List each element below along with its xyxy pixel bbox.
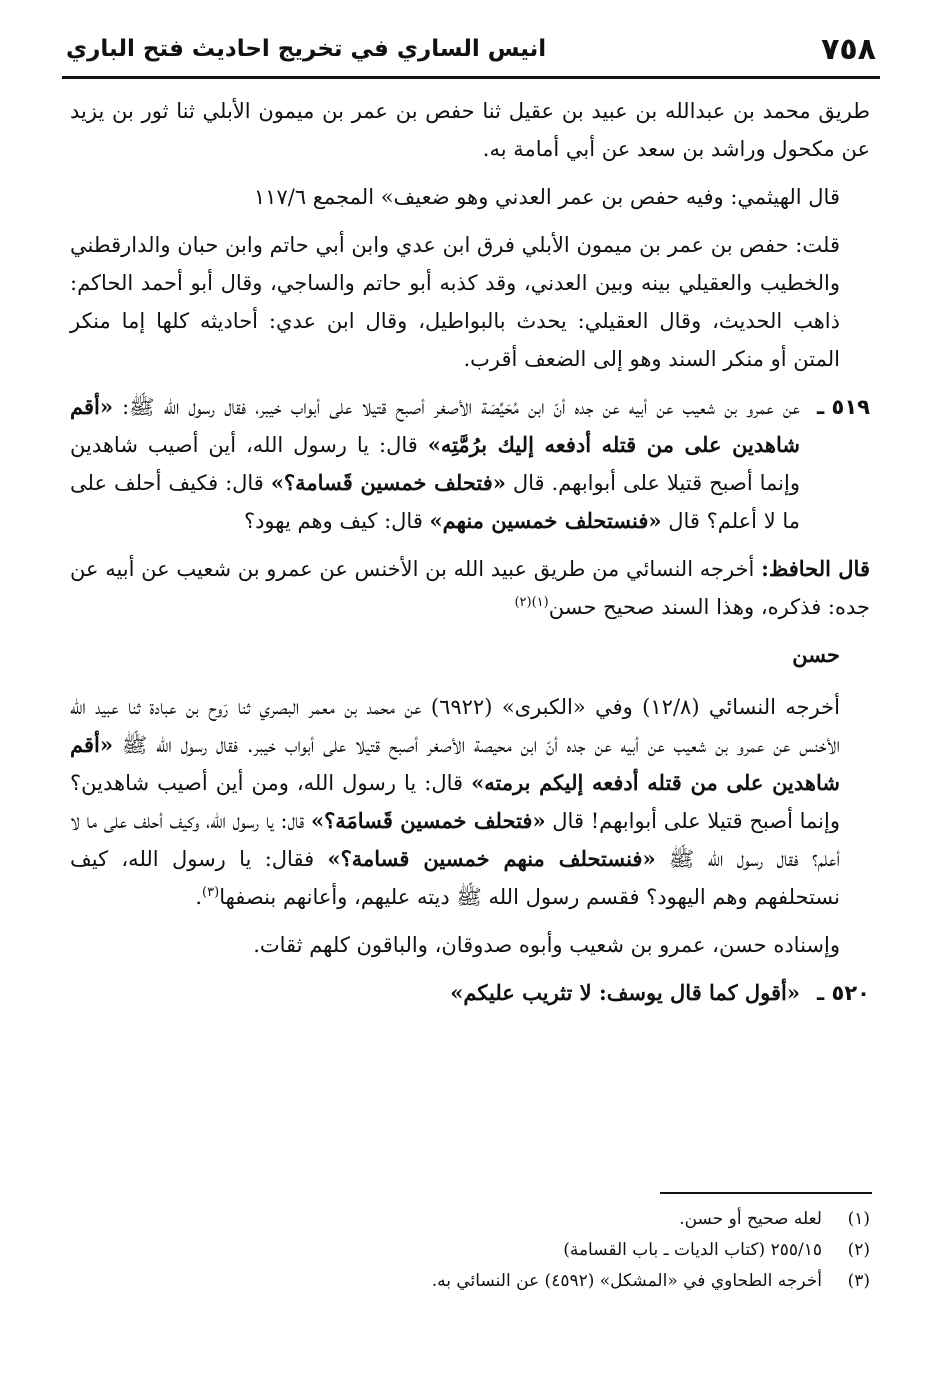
hadith-number: ٥١٩ ـ xyxy=(817,395,870,419)
paragraph-haythami: قال الهيثمي: وفيه حفص بن عمر العدني وهو ضعيف» المجمع ١١٧/٦ xyxy=(253,185,840,209)
hadith-519 xyxy=(70,388,870,540)
takhrij-text: قال: يا رسول الله، ومن أين أصيب شاهدين؟ وإنما أصبح قتيلا على أبوابهم! قال xyxy=(70,771,840,833)
hadith-number: ٥٢٠ ـ xyxy=(817,981,870,1005)
footnote xyxy=(70,1204,870,1235)
footnote-divider xyxy=(660,1192,872,1194)
hadith-text: قال: يا رسول الله، أين أصيب شاهدين وإنما أصبح قتيلا على أبوابهم. قال xyxy=(70,433,800,495)
hadith-text: عن عمرو بن شعيب عن أبيه عن جده أنّ ابن مُحَيِّصَة الأصغر أصبح قتيلا على أبواب خيبر، فقال رسول الله ﷺ: xyxy=(112,395,800,419)
hadith-text: قال: كيف وهم يهود؟ xyxy=(243,509,430,533)
takhrij-text: فقال: يا رسول الله، كيف نستحلفهم وهم اليهود؟ فقسم رسول الله ﷺ ديته عليهم، وأعانهم بنصفها xyxy=(70,847,840,909)
hadith-text: «أقول كما قال يوسف: لا تثريب عليكم» xyxy=(450,980,800,1005)
footnote-ref: (٢) xyxy=(514,595,532,610)
paragraph-isnad: وإسناده حسن، عمرو بن شعيب وأبوه صدوقان، والباقون كلهم ثقات. xyxy=(253,933,840,957)
footnote-text: لعله صحيح أو حسن. xyxy=(679,1209,822,1229)
prophetic-speech: «فنستحلف خمسين منهم» xyxy=(429,508,662,533)
footnote-ref: (١) xyxy=(531,595,549,610)
footnote-number: (٣) xyxy=(847,1271,870,1291)
prophetic-speech: «فنستحلف منهم خمسين قسامة؟» xyxy=(327,846,656,871)
footnote xyxy=(70,1235,870,1266)
paragraph-qultu: قلت: حفص بن عمر بن ميمون الأبلي فرق ابن عدي وابن أبي حاتم وابن حبان والدارقطني والخطيب والعقيلي بينه وبين العدني، وقد كذبه أبو حاتم والساجي، وقال أبو أحمد الحاكم: ذاهب الحديث، وقال العقيلي: يحدث بالبواطيل، وقال ابن عدي: أحاديثه كلها إما منكر المتن أو منكر السند وهو إلى الضعف أقرب. xyxy=(70,233,840,371)
hafiz-text: أخرجه النسائي من طريق عبيد الله بن الأخنس عن عمرو بن شعيب عن أبيه عن جده: فذكره، وهذا السند صحيح حسن xyxy=(70,557,870,619)
main-text xyxy=(70,92,870,1022)
prophetic-speech: «فتحلف خمسين قَسامَة؟» xyxy=(311,808,546,833)
takhrij-text: قال: يا رسول الله، وكيف أحلف على ما لا أعلم؟ فقال رسول الله ﷺ xyxy=(70,809,840,871)
footnote-text: أخرجه الطحاوي في «المشكل» (٤٥٩٢) عن النسائي به. xyxy=(431,1271,822,1291)
prophetic-speech: «أقم شاهدين على من قتله أدفعه إليك برُمَّتِه» xyxy=(70,394,800,457)
page-number: ٧٥٨ xyxy=(821,32,876,67)
hadith-520 xyxy=(70,974,870,1012)
footnote xyxy=(70,1266,870,1297)
footnote-number: (٢) xyxy=(847,1240,870,1260)
prophetic-speech: «فتحلف خمسين قَسامة؟» xyxy=(270,470,506,495)
footnote-text: ٢٥٥/١٥ (كتاب الديات ـ باب القسامة) xyxy=(563,1240,822,1260)
paragraph-takhrij xyxy=(70,688,870,916)
footnote-ref: (٣) xyxy=(202,885,220,900)
takhrij-text: أخرجه النسائي (١٢/٨) وفي «الكبرى» (٦٩٢٢) عن محمد بن معمر البصري ثنا رَوح بن عبادة ثنا عبيد الله الأخنس عن عمرو بن شعيب عن أبيه عن جده أنّ ابن محيصة الأصغر أصبح قتيلا على أبواب خيبر. فقال رسول الله ﷺ xyxy=(70,695,841,757)
takhrij-end: . xyxy=(195,885,203,909)
prophetic-speech: «أقم شاهدين على من قتله أدفعه إليكم برمته» xyxy=(70,732,840,795)
footnote-number: (١) xyxy=(847,1209,870,1229)
page-header xyxy=(62,28,880,79)
hadith-text: قال: فكيف أحلف على ما لا أعلم؟ قال xyxy=(70,471,800,533)
footnotes xyxy=(70,1204,870,1297)
grade-heading: حسن xyxy=(792,642,840,667)
paragraph-tariq: طريق محمد بن عبدالله بن عبيد بن عقيل ثنا حفص بن عمر بن ميمون الأبلي ثنا ثور بن يزيد عن مكحول وراشد بن سعد عن أبي أمامة به. xyxy=(70,99,870,161)
paragraph-hafiz xyxy=(70,550,870,626)
hafiz-label: قال الحافظ: xyxy=(761,556,870,581)
book-title: انيس الساري في تخريج احاديث فتح الباري xyxy=(66,36,547,62)
